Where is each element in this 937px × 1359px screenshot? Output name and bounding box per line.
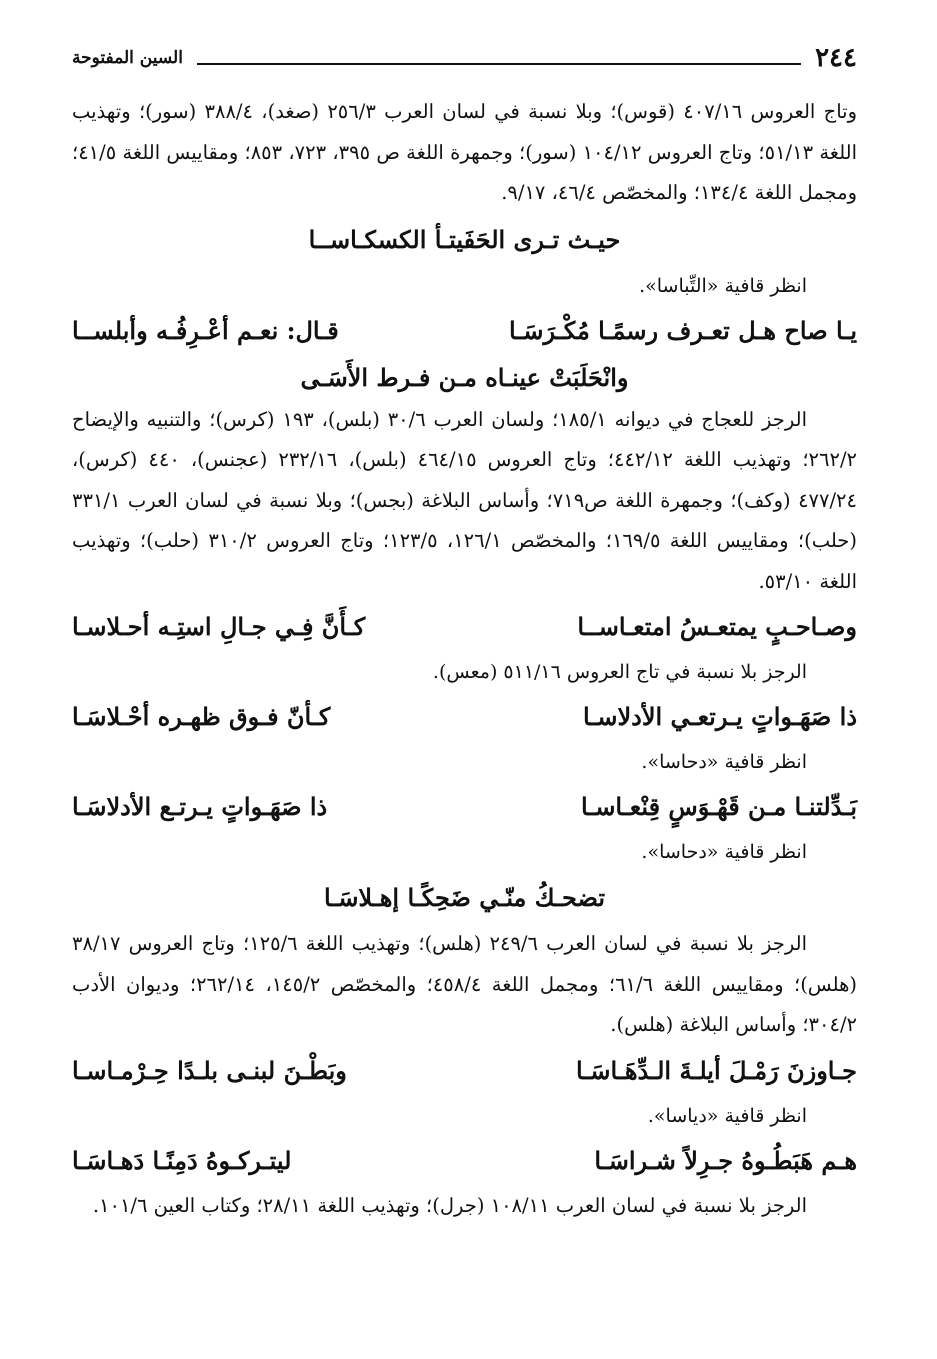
page-header — [72, 38, 857, 78]
verse-line: تضحـكُ منّـي ضَحِكًـا إهـلاسَـا — [323, 883, 606, 912]
cross-reference: انظر قافية «دحاسا». — [641, 841, 807, 863]
verse-first-hemistich: جـاوزنَ رَمْـلَ أيلـةَ الـدِّهَـاسَـا — [576, 1055, 857, 1085]
verse-line — [72, 306, 857, 356]
verse-line — [72, 692, 857, 742]
cross-reference: انظر قافية «التِّباسا». — [639, 274, 807, 297]
cross-reference: انظر قافية «دحاسا». — [641, 751, 807, 773]
verse-second-hemistich: قـال: نعـم أعْـرِفُـه وأبلســا — [72, 315, 339, 345]
verse-second-hemistich: ليتـركـوهُ دَمِنًـا دَهـاسَـا — [72, 1145, 292, 1175]
verse-second-hemistich: كـأنّ فـوق ظهـره أحْـلاسَـا — [72, 702, 331, 731]
verse-first-hemistich: هـم هَبَطُـوهُ جـرِلاً شـراسَـا — [594, 1145, 857, 1175]
section-title: السين المفتوحة — [72, 48, 183, 68]
citation-paragraph: الرجز للعجاج في ديوانه ١٨٥/١؛ ولسان العرب ٣٠/٦ (بلس)، ١٩٣ (كرس)؛ والتنبيه والإيضاح ٢٦٢/٢؛ وتهذيب اللغة ٤٤٢/١٢؛ وتاج العروس ٤٦٤/١٥ (بلس)، ٢٣٢/١٦ (عجنس)، ٤٤٠ (كرس)، ٤٧٧/٢٤ (وكف)؛ وجمهرة اللغة ص٧١٩؛ وأساس البلاغة (بجس)؛ وبلا نسبة في لسان العرب ٣٣١/١ (حلب)؛ ومقاييس اللغة ١٦٩/٥؛ والمخصّص ١٢٦/١، ١٢٣/٥؛ وتاج العروس ٣١٠/٢ (حلب)؛ وتهذيب اللغة ٥٣/١٠. — [72, 407, 858, 593]
verse-first-hemistich: يـا صاح هـل تعـرف رسمًـا مُكْـرَسَـا — [508, 315, 857, 345]
header-rule — [197, 63, 801, 65]
verse-line — [72, 602, 857, 652]
verse-line: وانْحَلَبَتْ عينـاه مـن فـرط الأَسَـى — [300, 362, 629, 392]
verse-second-hemistich: وبَطْـنَ لبنـى بلـدًا حِـرْمـاسـا — [72, 1055, 347, 1085]
verse-line — [72, 782, 857, 832]
verse-first-hemistich: بَـدِّلتنـا مـن قَهْـوَسٍ قِنْعـاسـا — [580, 792, 857, 821]
verse-first-hemistich: وصـاحـبٍ يمتعـسُ امتعـاســا — [577, 612, 857, 641]
verse-line: حيـث تـرى الحَفَيتـأ الكسكـاســا — [308, 224, 621, 254]
verse-second-hemistich: كـأَنَّ فِـي جـالِ استِـه أحـلاسـا — [72, 612, 366, 641]
page-number: ٢٤٤ — [815, 43, 857, 73]
verse-line — [72, 1046, 857, 1096]
verse-first-hemistich: ذا صَهَـواتٍ يـرتعـي الأدلاسـا — [583, 702, 857, 731]
verse-second-hemistich: ذا صَهَـواتٍ يـرتـع الأدلاسَـا — [72, 792, 328, 821]
cross-reference: انظر قافية «دياسا». — [647, 1104, 807, 1127]
verse-line — [72, 1136, 857, 1186]
cross-reference: الرجز بلا نسبة في تاج العروس ٥١١/١٦ (معس). — [432, 661, 807, 683]
citation-paragraph: وتاج العروس ٤٠٧/١٦ (قوس)؛ وبلا نسبة في لسان العرب ٢٥٦/٣ (صغد)، ٣٨٨/٤ (سور)؛ وتهذيب اللغة ٥١/١٣؛ وتاج العروس ١٠٤/١٢ (سور)؛ وجمهرة اللغة ص ٣٩٥، ٧٢٣، ٨٥٣؛ ومقاييس اللغة ٤١/٥؛ ومجمل اللغة ١٣٤/٤؛ والمخصّص ٤٦/٤، ٩/١٧. — [72, 100, 858, 204]
citation-paragraph: الرجز بلا نسبة في لسان العرب ١٠٨/١١ (جرل)؛ وتهذيب اللغة ٢٨/١١؛ وكتاب العين ١٠١/٦. — [92, 1193, 807, 1217]
page-content — [72, 92, 857, 1226]
citation-paragraph: الرجز بلا نسبة في لسان العرب ٢٤٩/٦ (هلس)؛ وتهذيب اللغة ١٢٥/٦؛ وتاج العروس ٣٨/١٧ (هلس)؛ ومقاييس اللغة ٦١/٦؛ ومجمل اللغة ٤٥٨/٤؛ والمخصّص ١٤٥/٢، ٢٦٢/١٤؛ وديوان الأدب ٣٠٤/٢؛ وأساس البلاغة (هلس). — [72, 932, 858, 1036]
